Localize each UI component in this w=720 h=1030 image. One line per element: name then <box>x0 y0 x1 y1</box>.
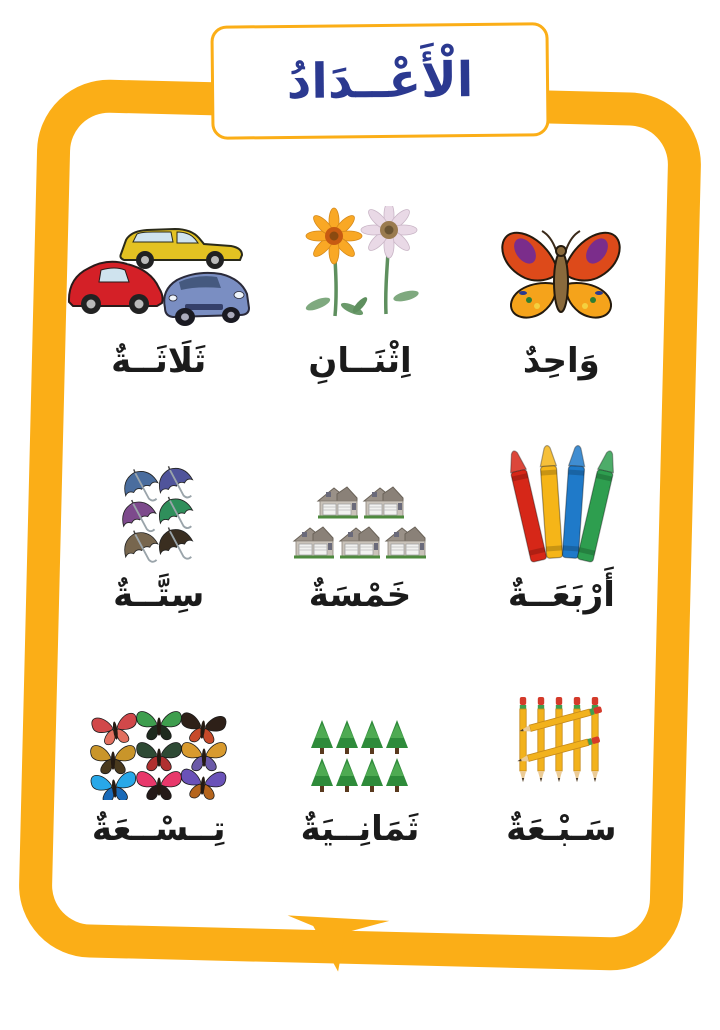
page-title: الْأَعْــدَادُ <box>286 52 474 110</box>
number-grid <box>58 158 662 860</box>
number-card-1 <box>461 158 662 392</box>
number-card-3 <box>58 158 259 392</box>
number-card-4 <box>461 392 662 626</box>
number-word: خَمْسَةٌ <box>308 574 412 615</box>
number-card-9 <box>58 626 259 860</box>
cars-illustration <box>63 158 255 332</box>
number-card-8 <box>259 626 460 860</box>
number-card-5 <box>259 392 460 626</box>
number-word: ثَمَانِــيَةٌ <box>300 808 420 849</box>
number-card-6 <box>58 392 259 626</box>
speech-tail <box>282 915 393 976</box>
flowers-illustration <box>294 158 426 332</box>
yellow-sedan <box>120 229 242 269</box>
number-word: تِــسْــعَةٌ <box>91 808 226 849</box>
houses-illustration <box>291 392 429 566</box>
number-word: ثَلَاثَــةٌ <box>111 340 207 381</box>
butterfly-illustration <box>494 158 628 332</box>
number-card-7 <box>461 626 662 860</box>
number-word: سَـبْـعَةٌ <box>506 808 617 849</box>
trees-illustration <box>309 626 411 800</box>
number-word: أَرْبَعَــةٌ <box>507 574 615 615</box>
butterflies-illustration <box>83 626 235 800</box>
number-word: سِتَّــةٌ <box>113 574 205 615</box>
pencils-illustration <box>507 626 615 800</box>
crayons-illustration <box>502 392 620 566</box>
number-word: وَاحِدٌ <box>522 340 600 381</box>
red-beetle <box>69 261 163 313</box>
number-word: اِثْنَــانِ <box>308 340 412 381</box>
umbrellas-illustration <box>114 392 204 566</box>
blue-coupe <box>164 272 249 325</box>
number-card-2 <box>259 158 460 392</box>
title-banner <box>210 22 549 140</box>
